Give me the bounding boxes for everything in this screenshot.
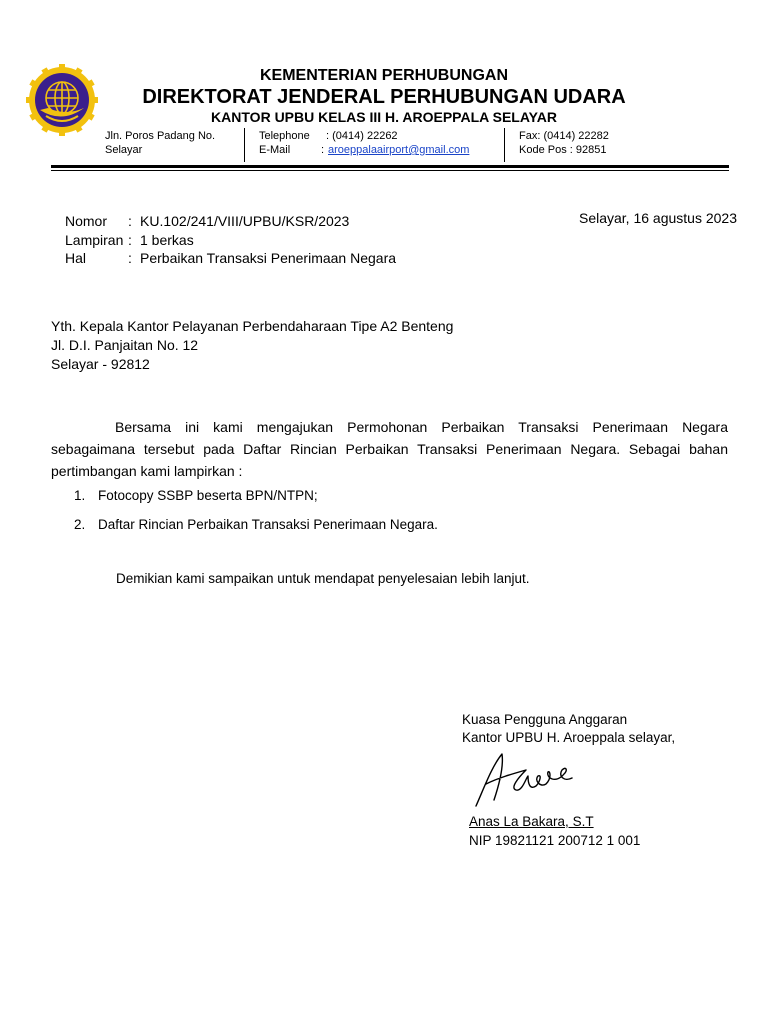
nomor-colon: : — [128, 213, 132, 229]
recipient-line-2: Jl. D.I. Panjaitan No. 12 — [51, 337, 199, 353]
hal-label: Hal — [65, 250, 87, 266]
list-item-number: 2. — [74, 517, 86, 532]
nomor-label: Nomor — [65, 213, 108, 229]
signatory-title-2: Kantor UPBU H. Aroeppala selayar, — [462, 730, 676, 745]
email-colon: : — [321, 144, 325, 156]
lampiran-value: 1 berkas — [140, 232, 194, 248]
lampiran-label: Lampiran — [65, 232, 124, 248]
letterhead-rule-thin — [51, 170, 729, 171]
hal-value: Perbaikan Transaksi Penerimaan Negara — [140, 250, 397, 266]
closing-sentence: Demikian kami sampaikan untuk mendapat penyelesaian lebih lanjut. — [116, 571, 530, 586]
telephone-label: Telephone — [259, 130, 310, 142]
signatory-name: Anas La Bakara, S.T — [469, 814, 594, 829]
ministry-name: KEMENTERIAN PERHUBUNGAN — [259, 67, 508, 84]
list-item-number: 1. — [74, 488, 86, 503]
contact-divider — [504, 128, 505, 162]
letterhead-rule — [51, 165, 729, 168]
telephone-value: : (0414) 22262 — [326, 130, 398, 142]
contact-divider — [244, 128, 245, 162]
address-line-1: Jln. Poros Padang No. — [105, 130, 216, 142]
recipient-line-1: Yth. Kepala Kantor Pelayanan Perbendaharaan Tipe A2 Benteng — [51, 318, 454, 334]
list-item-text: Daftar Rincian Perbaikan Transaksi Penerimaan Negara. — [98, 517, 438, 532]
email-label: E-Mail — [259, 144, 291, 156]
signatory-title-1: Kuasa Pengguna Anggaran — [462, 712, 628, 727]
hal-colon: : — [128, 250, 132, 266]
nomor-value: KU.102/241/VIII/UPBU/KSR/2023 — [140, 213, 350, 229]
office-name: KANTOR UPBU KELAS III H. AROEPPALA SELAYAR — [211, 109, 557, 125]
handwritten-signature — [468, 748, 578, 810]
body-paragraph: Bersama ini kami mengajukan Permohonan Perbaikan Transaksi Penerimaan Negara sebagaimana tersebut pada Daftar Rincian Perbaikan Transaksi Penerimaan Negara. Sebagai bahan pertimbangan kami lampirkan : — [51, 419, 728, 479]
directorate-name: DIREKTORAT JENDERAL PERHUBUNGAN UDARA — [142, 86, 626, 108]
lampiran-colon: : — [128, 232, 132, 248]
recipient-line-3: Selayar - 92812 — [51, 356, 150, 372]
address-line-2: Selayar — [105, 144, 143, 156]
fax-number: Fax: (0414) 22282 — [519, 130, 609, 142]
signature-scribble-icon — [468, 748, 578, 810]
postal-code: Kode Pos : 92851 — [519, 144, 607, 156]
signatory-nip: NIP 19821121 200712 1 001 — [469, 833, 641, 848]
place-date: Selayar, 16 agustus 2023 — [578, 210, 737, 226]
list-item-text: Fotocopy SSBP beserta BPN/NTPN; — [98, 488, 318, 503]
email-link[interactable]: aroeppalaairport@gmail.com — [328, 144, 470, 156]
